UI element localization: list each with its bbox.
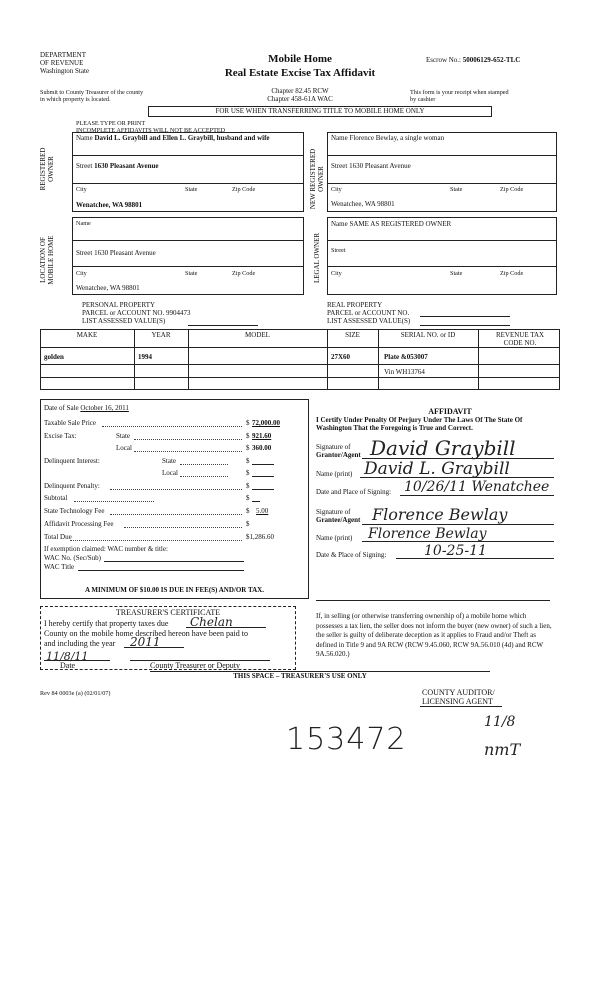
vehicle-year: 1994 xyxy=(138,353,152,361)
legal-owner-name-value: SAME AS REGISTERED OWNER xyxy=(349,220,452,228)
affidavit-certification xyxy=(316,416,566,432)
sig-label-1: Signature of xyxy=(316,443,351,451)
real-property-title: REAL PROPERTY xyxy=(327,301,383,309)
processing-fee-label: Affidavit Processing Fee xyxy=(44,520,114,528)
zip-label: Zip Code xyxy=(232,186,256,193)
name-label: Name xyxy=(76,134,93,142)
city-label: City xyxy=(331,186,342,193)
currency-sign: $ xyxy=(246,494,250,502)
real-parcel-label: PARCEL or ACCOUNT NO. xyxy=(327,309,410,317)
tech-fee-value: 5.00 xyxy=(256,507,269,515)
registered-owner-name-value: David L. Graybill and Ellen L. Graybill, husband and wife xyxy=(94,134,270,142)
treasurer-date-label: Date xyxy=(60,661,76,670)
subtotal-label: Subtotal xyxy=(44,494,68,502)
location-side-label xyxy=(39,225,55,295)
treasurer-line-1: I hereby certify that property taxes due xyxy=(44,619,169,628)
city-label: City xyxy=(76,186,87,193)
form-revision: Rev 84 0003e (a) (02/01/07) xyxy=(40,690,111,697)
chapter-2: Chapter 458-61A WAC xyxy=(267,95,333,103)
new-owner-side-1: NEW REGISTERED xyxy=(309,148,317,210)
treasurer-line-2: County on the mobile home described hereon have been paid to xyxy=(44,629,248,638)
city-label: City xyxy=(76,270,87,277)
grantor-signature: David Graybill xyxy=(370,436,516,460)
registered-owner-city-value: Wenatchee, WA 98801 xyxy=(76,201,143,209)
state-label: State xyxy=(450,270,463,277)
type-print-note: PLEASE TYPE OR PRINT xyxy=(76,120,146,127)
recording-number: 153472 xyxy=(286,722,407,757)
currency-sign: $ xyxy=(246,482,250,490)
grantee-signature: Florence Bewlay xyxy=(372,505,508,524)
dept-line-3: Washington State xyxy=(40,67,90,75)
grantor-date-place-label: Date and Place of Signing: xyxy=(316,488,392,496)
treasurer-year: 2011 xyxy=(130,635,161,649)
street-label: Street xyxy=(331,247,346,254)
col-header-make: MAKE xyxy=(76,331,98,339)
wac-no-label: WAC No. (Sec/Sub) xyxy=(44,554,101,562)
col-header-year: YEAR xyxy=(151,331,171,339)
col-header-revenue-code: REVENUE TAX CODE NO. xyxy=(495,331,545,347)
certify-line-2: Washington That the Foregoing is True and Correct. xyxy=(316,424,473,432)
grantee-signature-label xyxy=(316,508,360,524)
vehicle-vin: Vin WH13764 xyxy=(384,368,425,376)
state-label: State xyxy=(185,270,198,277)
grantor-printed-name: David L. Graybill xyxy=(364,459,510,479)
delinquent-interest-label: Delinquent Interest: xyxy=(44,457,100,465)
new-owner-street xyxy=(331,162,411,170)
grantor-signature-label xyxy=(316,443,361,459)
excise-local-label: Local xyxy=(116,444,132,452)
submit-line-2: in which property is located. xyxy=(40,96,111,103)
chapter-refs xyxy=(230,87,370,103)
currency-sign: $ xyxy=(246,432,250,440)
delinquent-penalty-label: Delinquent Penalty: xyxy=(44,482,100,490)
treasurer-line-3: and including the year xyxy=(44,639,116,648)
state-label: State xyxy=(450,186,463,193)
grantee-date-place-label: Date & Place of Signing: xyxy=(316,551,387,559)
col-header-size: SIZE xyxy=(345,331,360,339)
dept-line-1: DEPARTMENT xyxy=(40,51,86,59)
treasurer-use-only: THIS SPACE – TREASURER'S USE ONLY xyxy=(233,672,367,680)
new-owner-street-value: 1630 Pleasant Avenue xyxy=(349,162,411,170)
name-label: Name xyxy=(331,220,348,228)
total-due-label: Total Due xyxy=(44,533,72,541)
name-label: Name xyxy=(331,134,348,142)
treasurer-deputy-label: County Treasurer or Deputy xyxy=(150,661,240,670)
grantor-date-place: 10/26/11 Wenatchee xyxy=(404,479,550,495)
street-label: Street xyxy=(76,162,93,170)
street-label: Street xyxy=(76,249,93,257)
currency-sign: $ xyxy=(246,419,250,427)
receipt-line-1: This form is your receipt when stamped xyxy=(410,89,509,96)
registered-owner-street-value: 1630 Pleasant Avenue xyxy=(94,162,159,170)
certify-line-1: I Certify Under Penalty Of Perjury Under The Laws Of The State Of xyxy=(316,416,523,424)
grantee-printed-name: Florence Bewlay xyxy=(368,526,487,542)
chapter-1: Chapter 82.45 RCW xyxy=(271,87,329,95)
affidavit-title: AFFIDAVIT xyxy=(428,407,472,416)
new-owner-name xyxy=(331,134,444,142)
location-side-2: MOBILE HOME xyxy=(47,235,55,285)
zip-label: Zip Code xyxy=(500,186,524,193)
county-auditor-label xyxy=(422,688,495,706)
receipt-line-2: by cashier xyxy=(410,96,436,103)
col-header-serial: SERIAL NO. or ID xyxy=(400,331,456,339)
currency-sign: $ xyxy=(246,520,250,528)
street-label: Street xyxy=(331,162,348,170)
name-label: Name xyxy=(76,220,91,227)
excise-tax-label: Excise Tax: xyxy=(44,432,77,440)
recording-initials: nmT xyxy=(484,740,521,759)
minimum-fee-notice: A MINIMUM OF $10.00 IS DUE IN FEE(S) AND/OR TAX. xyxy=(85,586,264,594)
sale-date xyxy=(44,404,129,412)
escrow-value: 50006129-652-TLC xyxy=(462,56,521,64)
assessed-label: LIST ASSESSED VALUE(S) xyxy=(82,317,166,325)
location-city-value: Wenatchee, WA 98801 xyxy=(76,284,140,292)
location-side-1: LOCATION OF xyxy=(39,237,47,283)
personal-property-title: PERSONAL PROPERTY xyxy=(82,301,156,309)
sig-label-2: Grantee/Agent xyxy=(316,516,361,524)
zip-label: Zip Code xyxy=(500,270,524,277)
personal-property xyxy=(82,301,190,325)
registered-owner-name xyxy=(76,134,300,142)
interest-state-label: State xyxy=(162,457,176,465)
vehicle-make: golden xyxy=(44,353,64,361)
total-due-value: $1,286.60 xyxy=(246,533,274,541)
col-header-model: MODEL xyxy=(245,331,270,339)
transfer-banner: FOR USE WHEN TRANSFERRING TITLE TO MOBILE HOME ONLY xyxy=(148,106,492,117)
excise-state-value: 921.60 xyxy=(252,432,272,440)
sig-label-1: Signature of xyxy=(316,508,351,516)
new-owner-side-label xyxy=(309,144,325,214)
legal-owner-box xyxy=(327,217,557,295)
parcel-label: PARCEL or ACCOUNT NO. xyxy=(82,309,165,317)
real-assessed-label: LIST ASSESSED VALUE(S) xyxy=(327,317,411,325)
state-label: State xyxy=(185,186,198,193)
registered-owner-side-2: OWNER xyxy=(47,156,55,182)
grantee-name-print-label: Name (print) xyxy=(316,534,353,542)
currency-sign: $ xyxy=(246,457,250,465)
sig-label-2: Grantor/Agent xyxy=(316,451,361,459)
grantor-name-print-label: Name (print) xyxy=(316,470,353,478)
taxable-price-label: Taxable Sale Price xyxy=(44,419,96,427)
zip-label: Zip Code xyxy=(232,270,256,277)
vehicle-size: 27X60 xyxy=(331,353,351,361)
treasurer-county: Chelan xyxy=(190,615,233,629)
legal-owner-name xyxy=(331,220,451,228)
city-label: City xyxy=(331,270,342,277)
registered-owner-side-1: REGISTERED xyxy=(39,147,47,191)
location-street-value: 1630 Pleasant Avenue xyxy=(94,249,156,257)
sale-date-label: Date of Sale xyxy=(44,404,79,412)
receipt-note xyxy=(410,89,509,103)
vehicle-plate: Plate &053007 xyxy=(384,353,428,361)
recording-date: 11/8 xyxy=(484,714,516,730)
new-owner-city-value: Wenatchee, WA 98801 xyxy=(331,200,395,208)
dept-line-2: OF REVENUE xyxy=(40,59,84,67)
new-owner-side-2: OWNER xyxy=(317,166,325,192)
auditor-line-2: LICENSING AGENT xyxy=(422,697,493,706)
excise-local-value: 360.00 xyxy=(252,444,272,452)
excise-state-label: State xyxy=(116,432,130,440)
interest-local-label: Local xyxy=(162,469,178,477)
treasurer-date: 11/8/11 xyxy=(46,650,89,663)
currency-sign: $ xyxy=(246,507,250,515)
tech-fee-label: State Technology Fee xyxy=(44,507,105,515)
currency-sign: $ xyxy=(246,444,250,452)
form-title: Mobile Home xyxy=(268,53,332,65)
submit-line-1: Submit to County Treasurer of the county xyxy=(40,89,144,96)
registered-owner-box xyxy=(72,132,304,212)
tax-lien-notice: If, in selling (or otherwise transferring ownership of) a mobile home which possesses a tax lien, the seller does not inform the buyer (new owner) of such a lien, the seller is guilty of deliberate deception as it applies to Fraud and/or Theft as defined in Title 9 and 9A RCW (RCW 9.45.060, RCW 9A.56.010 (4d) and RCW 9A.56.020.) xyxy=(316,612,552,658)
auditor-line-1: COUNTY AUDITOR/ xyxy=(422,688,495,697)
legal-owner-side-label: LEGAL OWNER xyxy=(313,232,321,284)
escrow-number xyxy=(426,56,520,64)
treasurer-certificate-title: TREASURER'S CERTIFICATE xyxy=(115,608,221,617)
taxable-price-value: 72,000.00 xyxy=(252,419,280,427)
department-header xyxy=(40,51,89,75)
incomplete-note: INCOMPLETE AFFIDAVITS WILL NOT BE ACCEPTED xyxy=(76,127,226,134)
parcel-value: 9904473 xyxy=(165,309,191,317)
location-street xyxy=(76,249,156,257)
submit-instructions xyxy=(40,89,143,103)
registered-owner-side-label xyxy=(39,134,55,204)
grantee-date-place: 10-25-11 xyxy=(424,543,487,559)
real-property xyxy=(327,301,410,325)
wac-title-label: WAC Title xyxy=(44,563,75,571)
escrow-label: Escrow No.: xyxy=(426,56,461,64)
tax-calculation-box xyxy=(40,399,309,599)
sale-date-value: October 16, 2011 xyxy=(80,404,129,412)
registered-owner-street xyxy=(76,162,159,170)
exemption-label: If exemption claimed: WAC number & title: xyxy=(44,545,168,553)
form-subtitle: Real Estate Excise Tax Affidavit xyxy=(224,67,376,79)
currency-sign: $ xyxy=(246,469,250,477)
new-owner-name-value: Florence Bewlay, a single woman xyxy=(349,134,445,142)
